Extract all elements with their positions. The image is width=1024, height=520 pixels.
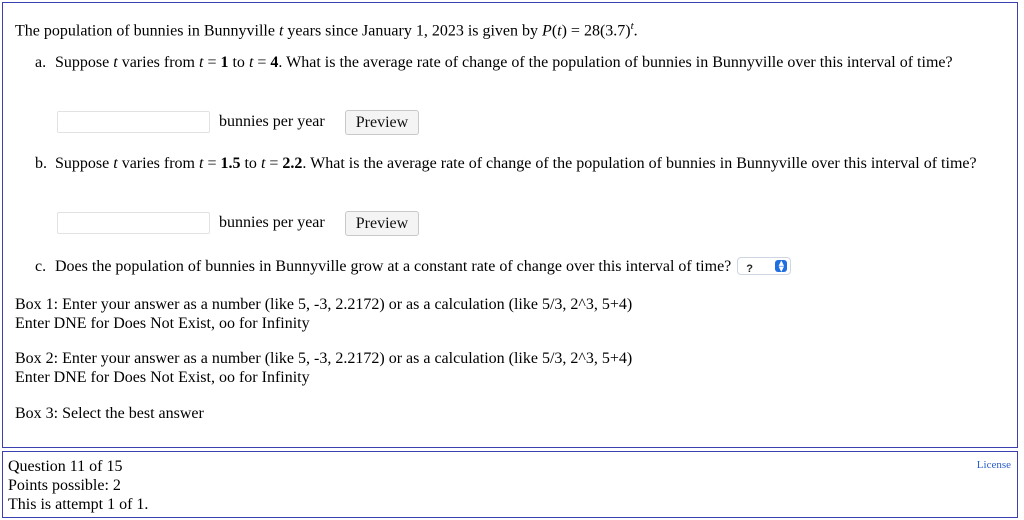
points-possible: Points possible: 2 (8, 477, 121, 494)
part-b-answer-row (57, 211, 437, 237)
part-b-prompt: b. Suppose t varies from t = 1.5 to t = 2.2. What is the average rate of change of the population of bunnies in Bunnyville over this interval of time? (35, 155, 977, 172)
question-panel (2, 2, 1018, 448)
help-box-1: Box 1: Enter your answer as a number (like 5, -3, 2.2172) or as a calculation (like 5/3, 2^3, 5+4) Enter DNE for Does Not Exist, oo for Infinity (15, 296, 633, 332)
preview-button-1[interactable]: Preview (345, 110, 419, 135)
answer-select-box-3[interactable]: ? ▲ ▼ (737, 257, 791, 275)
answer-input-box-2[interactable] (57, 212, 210, 234)
chevron-up-down-icon: ▲ ▼ (775, 260, 787, 272)
unit-label: bunnies per year (219, 214, 325, 231)
question-number: Question 11 of 15 (8, 458, 123, 475)
question-footer (2, 451, 1018, 518)
preview-button-2[interactable]: Preview (345, 211, 419, 236)
question-intro: The population of bunnies in Bunnyville t years since January 1, 2023 is given by $P(t) = 28(3.7)^t$. (15, 20, 638, 40)
part-a-answer-row (57, 110, 437, 136)
part-c-prompt: c. Does the population of bunnies in Bunnyville grow at a constant rate of change over this interval of time? ? ▲ ▼ (35, 257, 995, 277)
help-box-3: Box 3: Select the best answer (15, 405, 204, 422)
answer-input-box-1[interactable] (57, 111, 210, 133)
part-a-prompt: a. Suppose t varies from t = 1 to t = 4. What is the average rate of change of the population of bunnies in Bunnyville over this interval of time? (35, 54, 953, 71)
attempt-info: This is attempt 1 of 1. (8, 496, 149, 513)
unit-label: bunnies per year (219, 113, 325, 130)
license-link[interactable]: License (976, 459, 1011, 471)
help-box-2: Box 2: Enter your answer as a number (like 5, -3, 2.2172) or as a calculation (like 5/3, 2^3, 5+4) Enter DNE for Does Not Exist, oo for Infinity (15, 350, 633, 386)
